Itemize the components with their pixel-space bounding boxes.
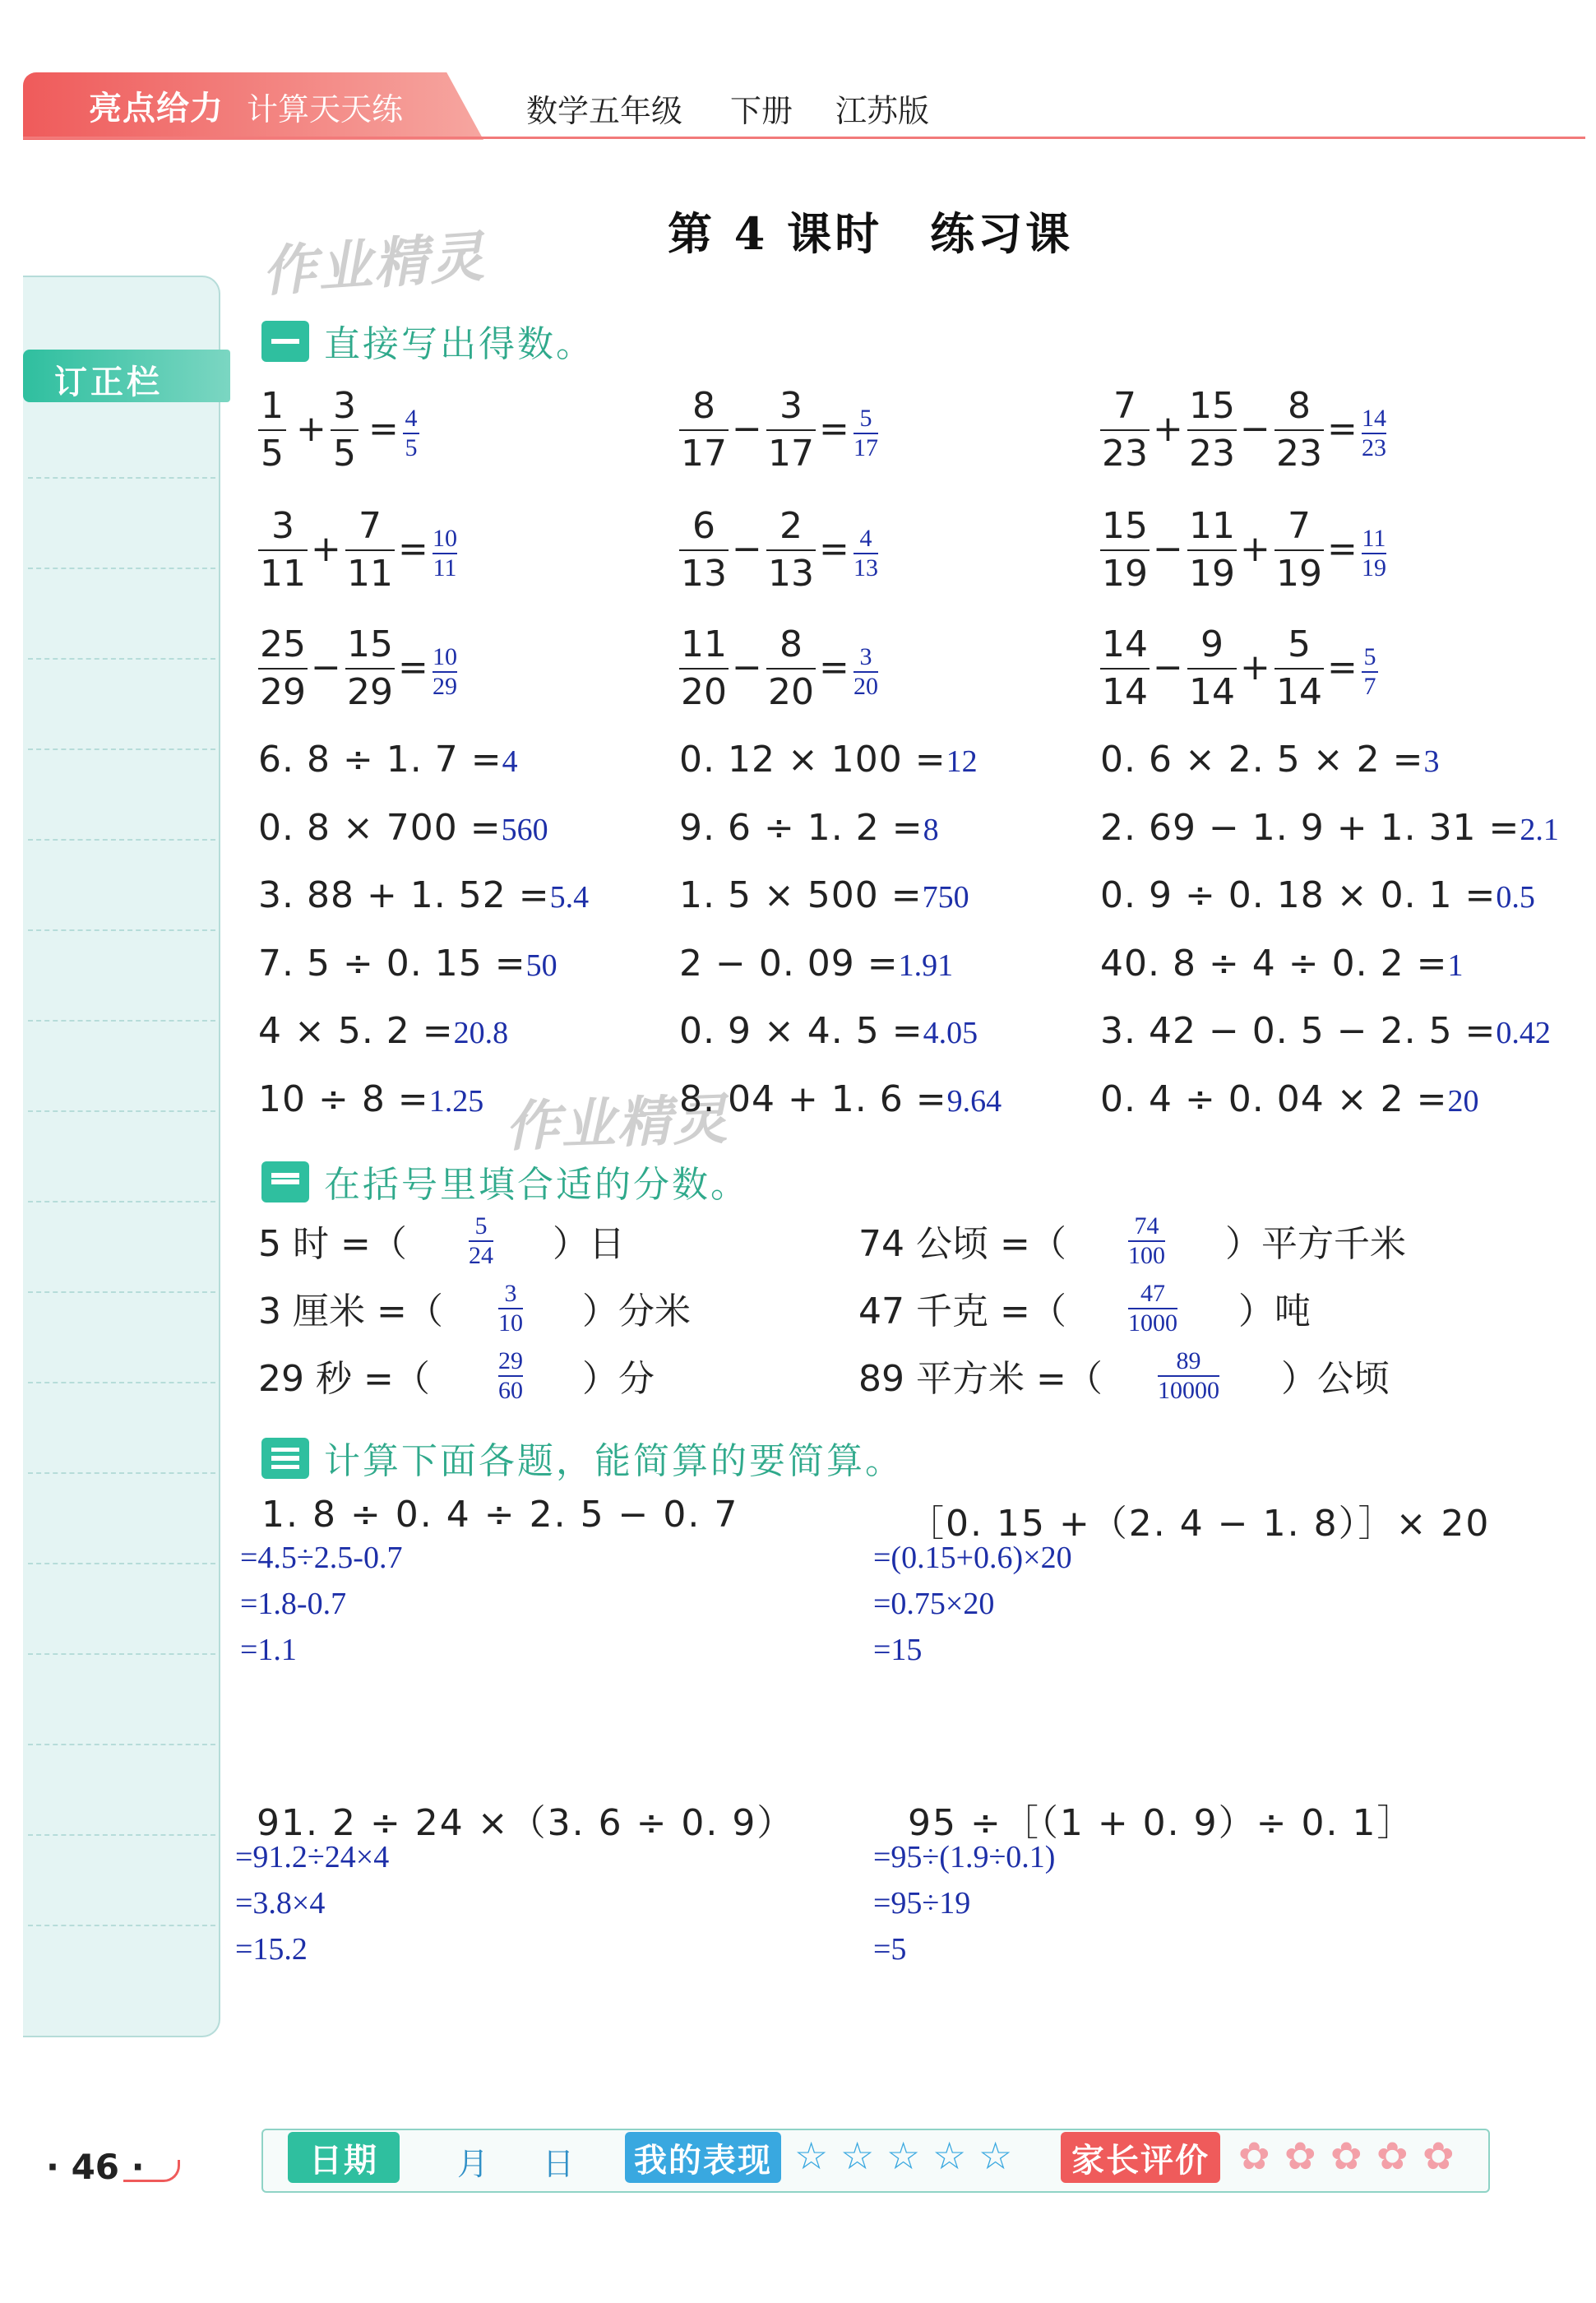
calculation-item (679, 739, 978, 781)
denominator: 19 (1102, 553, 1148, 595)
answer-text: 1.25 (428, 1083, 484, 1119)
denominator: 13 (854, 554, 878, 582)
question-text: 2. 69 − 1. 9 + 1. 31 = (1100, 806, 1520, 849)
calculation-item (679, 1010, 978, 1052)
problem-question: 1. 8 ÷ 0. 4 ÷ 2. 5 − 0. 7 (261, 1494, 739, 1536)
answer-text: 1.91 (898, 948, 954, 983)
answer-fraction (1128, 1212, 1165, 1270)
correction-tab-label: 订正栏 (54, 364, 163, 401)
fraction-term (766, 503, 816, 597)
ruled-line (28, 839, 215, 841)
conversion-suffix: ）分 (582, 1358, 655, 1400)
fraction-term (679, 503, 729, 597)
numerator: 29 (498, 1347, 523, 1374)
equals-sign: = (819, 646, 849, 688)
fraction-term (1100, 622, 1150, 716)
denominator: 100 (1128, 1242, 1165, 1269)
ruled-line (28, 1563, 215, 1564)
page-title: 第 4 课时 练习课 (668, 207, 1074, 260)
answer-fraction (433, 643, 457, 701)
answer-text: 5.4 (549, 880, 590, 915)
star-icon: ☆ (794, 2134, 829, 2178)
equals-sign: = (1327, 408, 1358, 450)
ruled-line (28, 1744, 215, 1745)
fraction-term (1187, 622, 1237, 716)
calculation-item (679, 874, 969, 916)
numerator: 11 (681, 623, 727, 665)
conversion-suffix: ）分米 (582, 1291, 691, 1332)
numerator: 3 (859, 643, 872, 670)
answer-text: 4 (502, 744, 518, 779)
question-text: 0. 9 × 4. 5 = (679, 1010, 923, 1052)
conversion-prefix: 3 厘米 =（ (258, 1291, 443, 1332)
ruled-line (28, 1834, 215, 1836)
date-label: 日期 (288, 2132, 400, 2183)
numerator: 25 (260, 623, 306, 665)
operator: − (1153, 646, 1183, 688)
fraction-term (1100, 503, 1150, 597)
conversion-suffix: ）日 (553, 1223, 625, 1265)
ruled-line (28, 1472, 215, 1474)
numerator: 3 (333, 385, 356, 427)
conversion-prefix: 29 秒 =（ (258, 1358, 430, 1400)
numerator: 7 (1288, 505, 1311, 547)
question-text: 6. 8 ÷ 1. 7 = (258, 739, 502, 781)
calculation-item (258, 739, 518, 781)
question-text: 9. 6 ÷ 1. 2 = (679, 806, 923, 849)
operator: − (732, 408, 762, 450)
denominator: 10000 (1158, 1377, 1219, 1404)
header-divider (23, 137, 1585, 139)
calculation-item (679, 1078, 1002, 1120)
correction-margin (23, 276, 220, 2037)
solution-step: =4.5÷2.5-0.7 (240, 1541, 403, 1575)
numerator: 5 (1288, 623, 1311, 665)
day-label: 日 (543, 2146, 575, 2182)
answer-fraction (854, 525, 878, 582)
ruled-line (28, 1291, 215, 1293)
fraction-term (258, 503, 308, 597)
question-text: 0. 9 ÷ 0. 18 × 0. 1 = (1100, 874, 1497, 916)
numerator: 8 (692, 385, 715, 427)
numerator: 74 (1134, 1212, 1159, 1240)
numerator: 8 (1288, 385, 1311, 427)
equals-sign: = (1327, 646, 1358, 688)
page-number-decoration (123, 2160, 180, 2182)
denominator: 5 (333, 433, 356, 475)
calculation-item (1100, 1078, 1478, 1120)
denominator: 14 (1102, 671, 1148, 713)
solution-step: =1.8-0.7 (240, 1587, 347, 1621)
calculation-item (258, 874, 589, 916)
denominator: 60 (498, 1377, 523, 1404)
parent-evaluation-label: 家长评价 (1061, 2132, 1220, 2183)
numerator: 5 (859, 405, 872, 432)
answer-text: 3 (1423, 744, 1440, 779)
fraction-term (1274, 622, 1324, 716)
operator: − (1153, 528, 1183, 570)
answer-fraction (1128, 1280, 1177, 1337)
question-text: 40. 8 ÷ 4 ÷ 0. 2 = (1100, 942, 1448, 985)
watermark: 作业精灵 (260, 225, 488, 304)
answer-fraction (498, 1347, 523, 1405)
ruled-line (28, 568, 215, 569)
numerator: 14 (1362, 405, 1386, 432)
denominator: 17 (681, 433, 727, 475)
answer-fraction (433, 525, 457, 582)
denominator: 19 (1189, 553, 1235, 595)
denominator: 20 (854, 673, 878, 700)
answer-text: 8 (923, 812, 939, 847)
star-icon: ☆ (978, 2134, 1013, 2178)
section-number-icon (261, 321, 309, 362)
page-number: · 46 · (46, 2147, 145, 2187)
calculation-item (1100, 1010, 1551, 1052)
denominator: 11 (433, 554, 457, 582)
solution-step: =91.2÷24×4 (235, 1840, 390, 1874)
solution-step: =95÷(1.9÷0.1) (873, 1840, 1056, 1874)
numerator: 6 (692, 505, 715, 547)
equals-sign: = (819, 528, 849, 570)
answer-text: 560 (501, 812, 548, 847)
denominator: 5 (405, 434, 418, 461)
numerator: 3 (504, 1280, 517, 1307)
numerator: 89 (1176, 1347, 1201, 1374)
section-heading: 直接写出得数。 (324, 323, 594, 365)
answer-text: 1 (1447, 948, 1464, 983)
ruled-line (28, 477, 215, 479)
answer-text: 9.64 (946, 1083, 1002, 1119)
question-text: 0. 8 × 700 = (258, 806, 502, 849)
brand-title: 亮点给力 (89, 90, 224, 127)
numerator: 10 (433, 643, 457, 670)
conversion-prefix: 47 千克 =（ (858, 1291, 1066, 1332)
month-label: 月 (457, 2146, 489, 2182)
ruled-line (28, 1201, 215, 1202)
answer-fraction (469, 1212, 493, 1270)
denominator: 13 (681, 553, 727, 595)
solution-step: =0.75×20 (873, 1587, 995, 1621)
question-text: 0. 4 ÷ 0. 04 × 2 = (1100, 1077, 1448, 1120)
conversion-prefix: 89 平方米 =（ (858, 1358, 1103, 1400)
fraction-term (331, 383, 359, 477)
question-text: 3. 42 − 0. 5 − 2. 5 = (1100, 1010, 1497, 1052)
ruled-line (28, 658, 215, 660)
operator: − (1240, 408, 1270, 450)
question-text: 7. 5 ÷ 0. 15 = (258, 942, 526, 985)
denominator: 11 (347, 553, 393, 595)
solution-step: =(0.15+0.6)×20 (873, 1541, 1072, 1575)
numerator: 15 (1102, 505, 1148, 547)
flower-icon: ✿ (1423, 2134, 1455, 2178)
operator: + (1240, 528, 1270, 570)
flower-icon: ✿ (1376, 2134, 1409, 2178)
fraction-term (679, 383, 729, 477)
numerator: 9 (1200, 623, 1224, 665)
answer-text: 750 (922, 880, 969, 915)
operator: + (311, 528, 341, 570)
equals-sign: = (819, 408, 849, 450)
watermark: 作业精灵 (503, 1087, 730, 1159)
question-text: 8. 04 + 1. 6 = (679, 1077, 947, 1120)
problem-question: ［0. 15 +（2. 4 − 1. 8）］× 20 (908, 1503, 1491, 1545)
series-title: 计算天天练 (247, 91, 404, 127)
denominator: 23 (1189, 433, 1235, 475)
numerator: 14 (1102, 623, 1148, 665)
fraction-term (258, 383, 286, 477)
edition-label: 江苏版 (835, 93, 930, 129)
denominator: 29 (347, 671, 393, 713)
problem-question: 95 ÷［（1 + 0. 9）÷ 0. 1］ (908, 1802, 1415, 1844)
section-heading: 计算下面各题，能简算的要简算。 (324, 1440, 904, 1482)
denominator: 19 (1276, 553, 1322, 595)
solution-step: =3.8×4 (235, 1886, 326, 1921)
answer-text: 0.42 (1496, 1016, 1551, 1050)
calculation-item (1100, 943, 1463, 985)
denominator: 29 (260, 671, 306, 713)
denominator: 14 (1189, 671, 1235, 713)
denominator: 24 (469, 1242, 493, 1269)
flower-icon: ✿ (1238, 2134, 1270, 2178)
denominator: 1000 (1128, 1309, 1177, 1337)
numerator: 3 (779, 385, 803, 427)
problem-question: 91. 2 ÷ 24 ×（3. 6 ÷ 0. 9） (257, 1802, 795, 1844)
question-text: 1. 5 × 500 = (679, 874, 923, 916)
fraction-term (345, 503, 395, 597)
fraction-term (1187, 383, 1237, 477)
answer-fraction (854, 405, 878, 462)
solution-step: =15.2 (235, 1932, 308, 1967)
ruled-line (28, 1110, 215, 1112)
calculation-item (1100, 739, 1439, 781)
answer-text: 0.5 (1496, 880, 1535, 915)
calculation-item (258, 943, 557, 985)
denominator: 10 (498, 1309, 523, 1337)
flower-icon: ✿ (1330, 2134, 1362, 2178)
conversion-prefix: 5 时 =（ (258, 1223, 407, 1265)
fraction-term (766, 622, 816, 716)
ruled-line (28, 1653, 215, 1655)
volume-label: 下册 (730, 93, 793, 129)
calculation-item (1100, 874, 1535, 916)
question-text: 2 − 0. 09 = (679, 942, 899, 985)
fraction-term (766, 383, 816, 477)
conversion-suffix: ）吨 (1238, 1291, 1311, 1332)
answer-fraction (854, 643, 878, 701)
denominator: 23 (1102, 433, 1148, 475)
answer-fraction (1362, 643, 1378, 701)
fraction-term (1187, 503, 1237, 597)
answer-text: 20.8 (453, 1016, 509, 1050)
answer-fraction (1362, 405, 1386, 462)
operator: + (1240, 646, 1270, 688)
solution-step: =1.1 (240, 1633, 297, 1667)
calculation-item (1100, 807, 1559, 849)
denominator: 23 (1276, 433, 1322, 475)
solution-step: =15 (873, 1633, 923, 1667)
operator: + (1153, 408, 1183, 450)
fraction-term (345, 622, 395, 716)
question-text: 3. 88 + 1. 52 = (258, 874, 550, 916)
denominator: 20 (768, 671, 814, 713)
ruled-line (28, 748, 215, 750)
operator: − (732, 646, 762, 688)
denominator: 19 (1362, 554, 1386, 582)
numerator: 10 (433, 525, 457, 552)
fraction-term (1274, 503, 1324, 597)
question-text: 0. 6 × 2. 5 × 2 = (1100, 739, 1424, 781)
equals-sign: = (1327, 528, 1358, 570)
correction-tab (23, 350, 230, 402)
equals-sign: = (368, 408, 399, 450)
ruled-line (28, 1925, 215, 1926)
numerator: 47 (1140, 1280, 1165, 1307)
performance-label: 我的表现 (625, 2132, 781, 2183)
answer-fraction (1158, 1347, 1219, 1405)
conversion-suffix: ）公顷 (1281, 1358, 1390, 1400)
ruled-line (28, 1382, 215, 1383)
answer-text: 12 (946, 744, 978, 779)
answer-fraction (1362, 525, 1386, 582)
numerator: 4 (405, 405, 418, 432)
ruled-line (28, 1020, 215, 1022)
fraction-term (1274, 383, 1324, 477)
answer-text: 2.1 (1520, 812, 1559, 847)
equals-sign: = (398, 646, 428, 688)
denominator: 14 (1276, 671, 1322, 713)
conversion-suffix: ）平方千米 (1225, 1223, 1406, 1265)
answer-text: 50 (525, 948, 557, 983)
numerator: 7 (359, 505, 382, 547)
section-heading: 在括号里填合适的分数。 (324, 1164, 749, 1206)
operator: − (732, 528, 762, 570)
denominator: 17 (768, 433, 814, 475)
question-text: 10 ÷ 8 = (258, 1077, 429, 1120)
fraction-term (1100, 383, 1150, 477)
numerator: 15 (1189, 385, 1235, 427)
subject-label: 数学五年级 (526, 93, 683, 129)
numerator: 11 (1189, 505, 1235, 547)
solution-step: =95÷19 (873, 1886, 971, 1921)
operator: − (311, 646, 341, 688)
numerator: 8 (779, 623, 803, 665)
denominator: 13 (768, 553, 814, 595)
star-icon: ☆ (932, 2134, 967, 2178)
question-text: 4 × 5. 2 = (258, 1010, 454, 1052)
denominator: 29 (433, 673, 457, 700)
ruled-line (28, 929, 215, 931)
denominator: 17 (854, 434, 878, 461)
denominator: 20 (681, 671, 727, 713)
numerator: 5 (1363, 643, 1376, 670)
denominator: 11 (260, 553, 306, 595)
solution-step: =5 (873, 1932, 907, 1967)
fraction-term (679, 622, 729, 716)
numerator: 7 (1113, 385, 1136, 427)
star-icon: ☆ (840, 2134, 875, 2178)
calculation-item (679, 943, 953, 985)
star-icon: ☆ (886, 2134, 921, 2178)
numerator: 11 (1362, 525, 1386, 552)
numerator: 5 (474, 1212, 488, 1240)
equals-sign: = (398, 528, 428, 570)
numerator: 3 (271, 505, 294, 547)
numerator: 2 (779, 505, 803, 547)
numerator: 4 (859, 525, 872, 552)
denominator: 5 (261, 433, 284, 475)
answer-fraction (403, 405, 419, 462)
denominator: 23 (1362, 434, 1386, 461)
numerator: 15 (347, 623, 393, 665)
answer-text: 20 (1447, 1083, 1479, 1119)
answer-fraction (498, 1280, 523, 1337)
question-text: 0. 12 × 100 = (679, 739, 946, 781)
denominator: 7 (1363, 673, 1376, 700)
flower-icon: ✿ (1284, 2134, 1316, 2178)
calculation-item (679, 807, 939, 849)
calculation-item (258, 807, 548, 849)
calculation-item (258, 1078, 483, 1120)
calculation-item (258, 1010, 508, 1052)
fraction-term (258, 622, 308, 716)
operator: + (296, 408, 326, 450)
conversion-prefix: 74 公顷 =（ (858, 1223, 1066, 1265)
numerator: 1 (261, 385, 284, 427)
answer-text: 4.05 (923, 1016, 978, 1050)
